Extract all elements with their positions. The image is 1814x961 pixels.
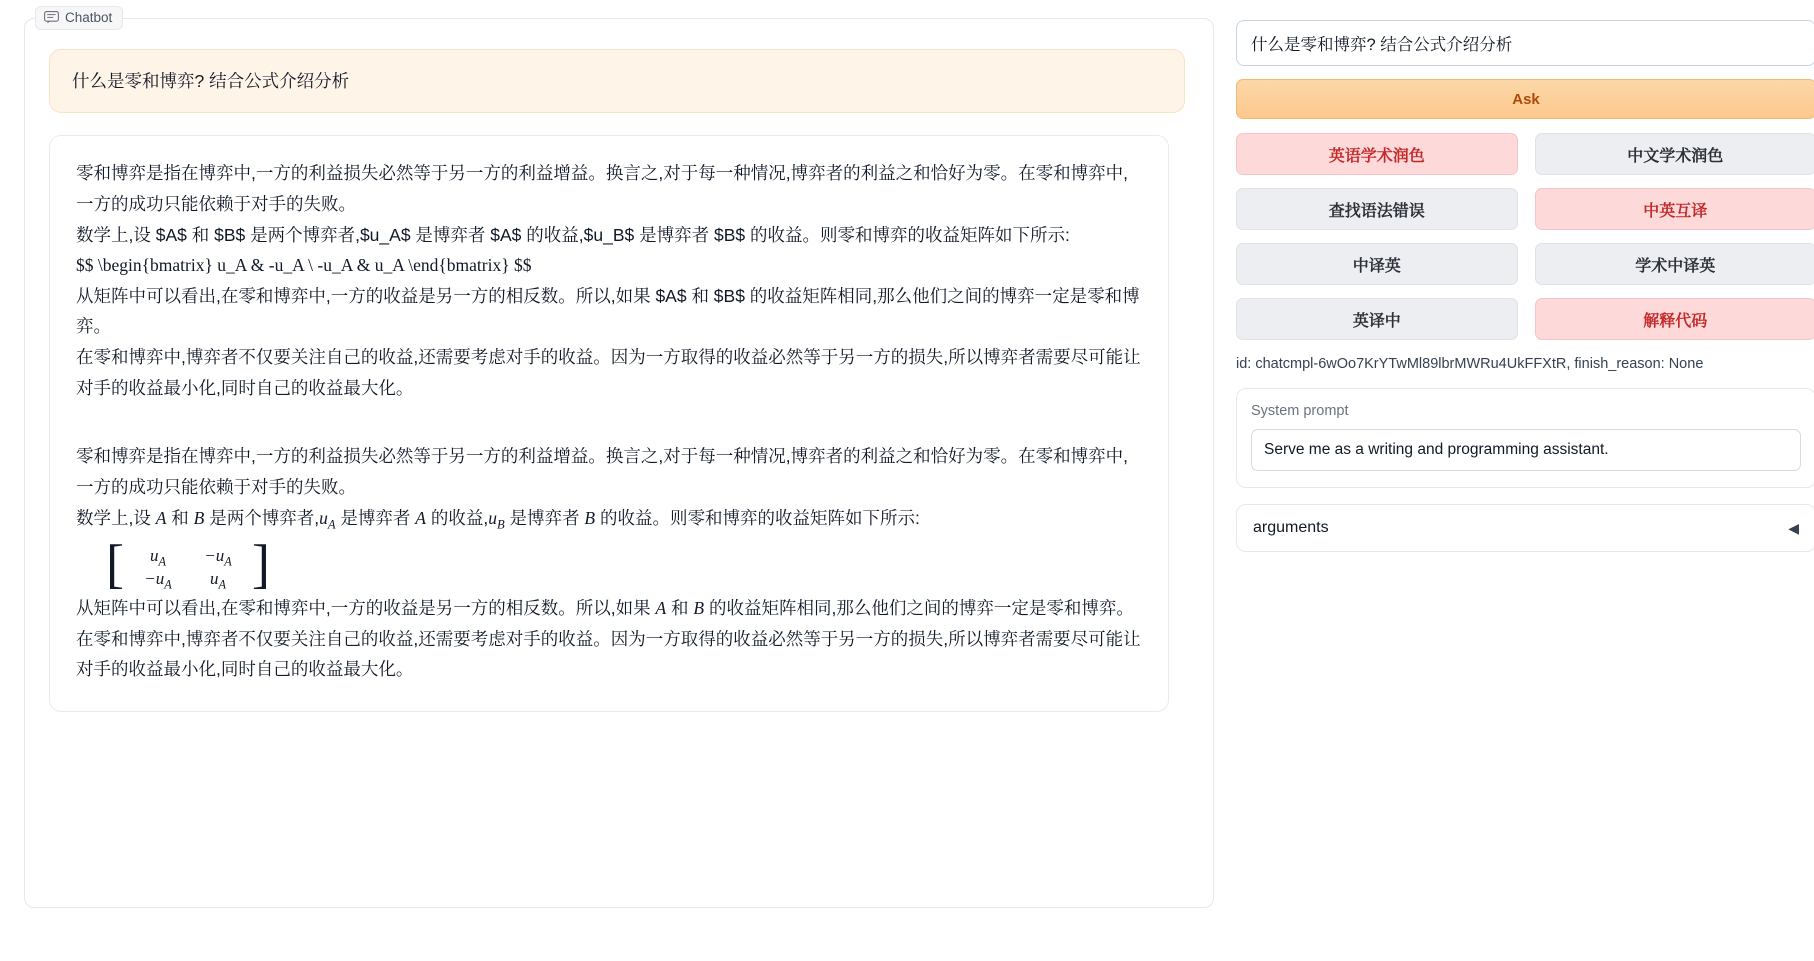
- matrix-cell-00: $u_A$: [149, 546, 166, 569]
- task-button-find-grammar-errors[interactable]: 查找语法错误: [1236, 188, 1518, 230]
- task-button-en-to-cn[interactable]: 英译中: [1236, 298, 1518, 340]
- rp2-part-b: 和: [166, 507, 194, 528]
- rp4-part-a: 从矩阵中可以看出,在零和博弈中,一方的收益是另一方的相反数。所以,如果: [76, 598, 656, 619]
- bot-raw-latex-block: $$ \begin{bmatrix} u_A & -u_A \ -u_A & u_A \end{bmatrix} $$: [76, 255, 532, 276]
- symbol-uB-sub: B: [496, 517, 505, 531]
- symbol-B-2: B: [584, 507, 596, 528]
- controls-column: [1236, 0, 1814, 961]
- bot-message-bubble: [49, 135, 1169, 712]
- chat-message-area: [25, 19, 1213, 722]
- message-separator: [76, 403, 1142, 441]
- matrix-left-bracket: [: [106, 534, 124, 595]
- symbol-uB-base: u: [488, 507, 497, 528]
- system-prompt-label: System prompt: [1251, 403, 1349, 419]
- symbol-A-2: A: [415, 507, 426, 528]
- bot-raw-paragraph-1: 零和博弈是指在博弈中,一方的利益损失必然等于另一方的利益增益。换言之,对于每一种情况,博弈者的利益之和恰好为零。在零和博弈中,一方的成功只能依赖于对手的失败。: [76, 163, 1128, 214]
- symbol-uA: [319, 507, 336, 531]
- chat-bubble-icon: [44, 11, 59, 24]
- rp2-part-f: 是博弈者: [504, 507, 585, 528]
- task-button-english-polish[interactable]: 英语学术润色: [1236, 133, 1518, 175]
- rp2-part-e: 的收益,: [426, 507, 489, 528]
- rp4-part-b: 和: [666, 598, 694, 619]
- bot-raw-paragraph-4: 从矩阵中可以看出,在零和博弈中,一方的收益是另一方的相反数。所以,如果 $A$ 和 $B$ 的收益矩阵相同,那么他们之间的博弈一定是零和博弈。: [76, 285, 1140, 337]
- bot-rendered-paragraph-5: 在零和博弈中,博弈者不仅要关注自己的收益,还需要考虑对手的收益。因为一方取得的收益必然等于另一方的损失,所以博弈者需要尽可能让对手的收益最小化,同时自己的收益最大化。: [76, 628, 1141, 680]
- matrix-cell-01: $-u_A$: [204, 546, 232, 569]
- rp2-part-g: 的收益。则零和博弈的收益矩阵如下所示:: [595, 507, 920, 528]
- task-button-cn-to-en[interactable]: 中译英: [1236, 243, 1518, 285]
- bot-raw-paragraph-2: 数学上,设 $A$ 和 $B$ 是两个博弈者,$u_A$ 是博弈者 $A$ 的收益,$u_B$ 是博弈者 $B$ 的收益。则零和博弈的收益矩阵如下所示:: [76, 224, 1070, 245]
- chatbot-label-text: Chatbot: [65, 10, 113, 25]
- arguments-accordion-label: arguments: [1253, 519, 1329, 536]
- symbol-uA-base: u: [319, 507, 328, 528]
- task-button-chinese-polish[interactable]: 中文学术润色: [1535, 133, 1814, 175]
- symbol-A-3: A: [655, 598, 667, 619]
- symbol-B-3: B: [693, 598, 705, 619]
- symbol-B: B: [193, 507, 205, 528]
- task-button-cn-en-translate[interactable]: 中英互译: [1535, 188, 1814, 230]
- system-prompt-box: [1236, 388, 1814, 488]
- symbol-A: A: [155, 507, 167, 528]
- payoff-matrix: [106, 534, 1142, 595]
- rp2-part-d: 是博弈者: [335, 507, 416, 528]
- rp2-part-a: 数学上,设: [76, 507, 156, 528]
- bot-rendered-paragraph-4: [76, 593, 1142, 624]
- bot-raw-paragraph-5: 在零和博弈中,博弈者不仅要关注自己的收益,还需要考虑对手的收益。因为一方取得的收益必然等于另一方的损失,所以博弈者需要尽可能让对手的收益最小化,同时自己的收益最大化。: [76, 347, 1141, 398]
- system-prompt-input[interactable]: [1251, 429, 1801, 471]
- response-meta-text: id: chatcmpl-6wOo7KrYTwMl89lbrMWRu4UkFFXtR, finish_reason: None: [1236, 356, 1704, 372]
- symbol-uB: [488, 507, 505, 531]
- rp2-part-c: 是两个博弈者,: [204, 507, 320, 528]
- rp4-part-c: 的收益矩阵相同,那么他们之间的博弈一定是零和博弈。: [704, 598, 1134, 619]
- user-message-bubble: [49, 49, 1185, 113]
- bot-rendered-paragraph-2: [76, 503, 1142, 536]
- chat-column: [24, 0, 1214, 961]
- task-button-grid: [1236, 133, 1814, 340]
- ask-button[interactable]: Ask: [1236, 79, 1814, 119]
- user-message-text: 什么是零和博弈? 结合公式介绍分析: [72, 71, 350, 91]
- matrix-cell-11: $u_A$: [209, 569, 226, 592]
- symbol-uA-sub: A: [327, 517, 336, 531]
- matrix-cell-10: $-u_A$: [144, 569, 172, 592]
- chevron-left-icon: ◀: [1788, 519, 1799, 536]
- matrix-cells: [124, 541, 252, 592]
- matrix-right-bracket: ]: [251, 534, 270, 595]
- arguments-accordion[interactable]: [1236, 504, 1814, 552]
- task-button-explain-code[interactable]: 解释代码: [1535, 298, 1814, 340]
- chatbot-panel: [24, 10, 1214, 908]
- bot-rendered-paragraph-1: 零和博弈是指在博弈中,一方的利益损失必然等于另一方的利益增益。换言之,对于每一种情况,博弈者的利益之和恰好为零。在零和博弈中,一方的成功只能依赖于对手的失败。: [76, 446, 1128, 497]
- task-button-academic-cn-to-en[interactable]: 学术中译英: [1535, 243, 1814, 285]
- prompt-input[interactable]: [1236, 20, 1814, 66]
- chatbot-panel-label: [35, 6, 123, 30]
